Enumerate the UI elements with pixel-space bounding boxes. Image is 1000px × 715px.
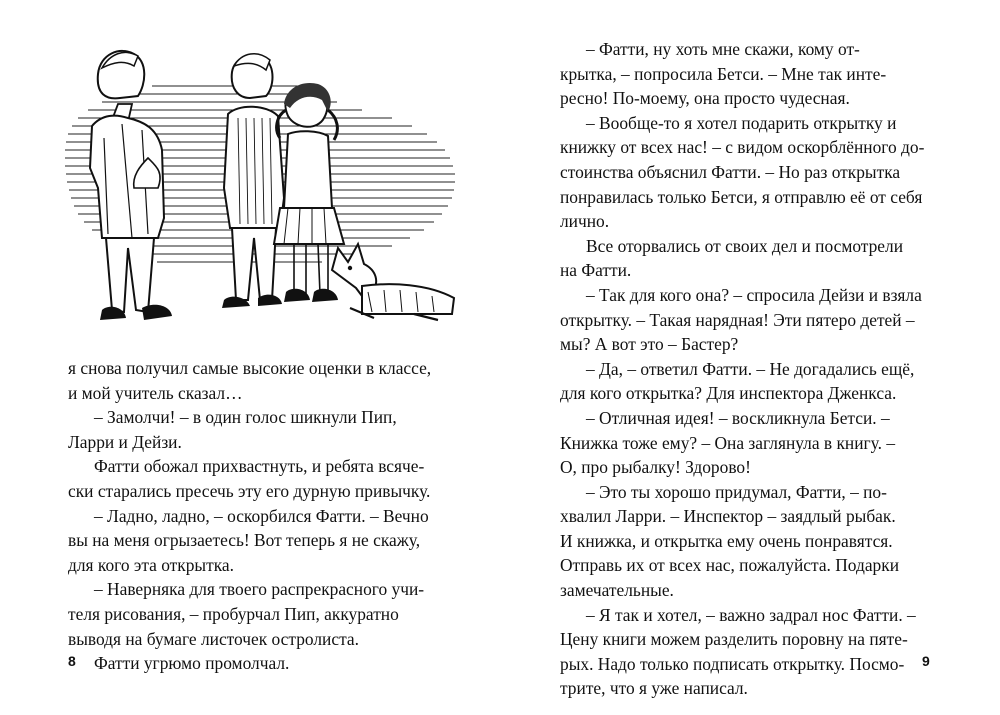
paragraph: – Ладно, ладно, – оскорбился Фатти. – Вечно вы на меня огрызаетесь! Вот теперь я не скажу, для кого эта открытка. (68, 505, 429, 575)
fig-fatty (90, 51, 172, 320)
paragraph: Фатти обожал прихвастнуть, и ребята всяче- ски старались пресечь эту его дурную привычку. (68, 456, 431, 501)
paragraph: Все оторвались от своих дел и посмотрели на Фатти. (560, 235, 904, 281)
page-number: 9 (922, 653, 930, 669)
paragraph: – Отличная идея! – воскликнула Бетси. – Книжка тоже ему? – Она заглянула в книгу. – О, про рыбалку! Здорово! (560, 407, 896, 478)
fig-larry (222, 54, 284, 308)
paragraph: – Фатти, ну хоть мне скажи, кому от- крытка, – попросила Бетси. – Мне так инте- ресно! По-моему, она просто чудесная. (560, 39, 887, 109)
paragraph: – Наверняка для твоего распрекрасного учи- теля рисования, – пробурчал Пип, аккуратно выводя на бумаге листочек остролиста. (68, 579, 425, 649)
fig-buster (332, 244, 454, 320)
paragraph: – Замолчи! – в один голос шикнули Пип, Ларри и Дейзи. (68, 407, 397, 452)
right-page (500, 0, 1000, 715)
paragraph: – Так для кого она? – спросила Дейзи и взяла открытку. – Такая нарядная! Эти пятеро детей – мы? А вот это – Бастер? (560, 284, 922, 355)
paragraph: Фатти угрюмо промолчал. (94, 653, 290, 674)
paragraph: – Я так и хотел, – важно задрал нос Фатти. – Цену книги можем разделить поровну на пяте- рых. Надо только подписать открытку. Посмо- трите, что я уже написал. (560, 604, 916, 699)
illustration-children-and-dog (62, 38, 462, 328)
paragraph: я снова получил самые высокие оценки в классе, и мой учитель сказал… (68, 358, 432, 403)
left-page-text (68, 356, 446, 676)
paragraph: – Вообще-то я хотел подарить открытку и книжку от всех нас! – с видом оскорблённого до- стоинства объяснил Фатти. – Но раз открытка понравилась только Бетси, я отправлю её от себя лично. (560, 112, 925, 232)
page-number: 8 (68, 653, 76, 669)
right-page-text (560, 37, 930, 701)
paragraph: – Да, – ответил Фатти. – Не догадались ещё, для кого открытка? Для инспектора Дженкса. (560, 358, 915, 404)
paragraph: – Это ты хорошо придумал, Фатти, – по- хвалил Ларри. – Инспектор – заядлый рыбак. И книжка, и открытка ему очень понравятся. Отправь их от всех нас, пожалуйста. Подарки замечательные. (560, 481, 899, 601)
